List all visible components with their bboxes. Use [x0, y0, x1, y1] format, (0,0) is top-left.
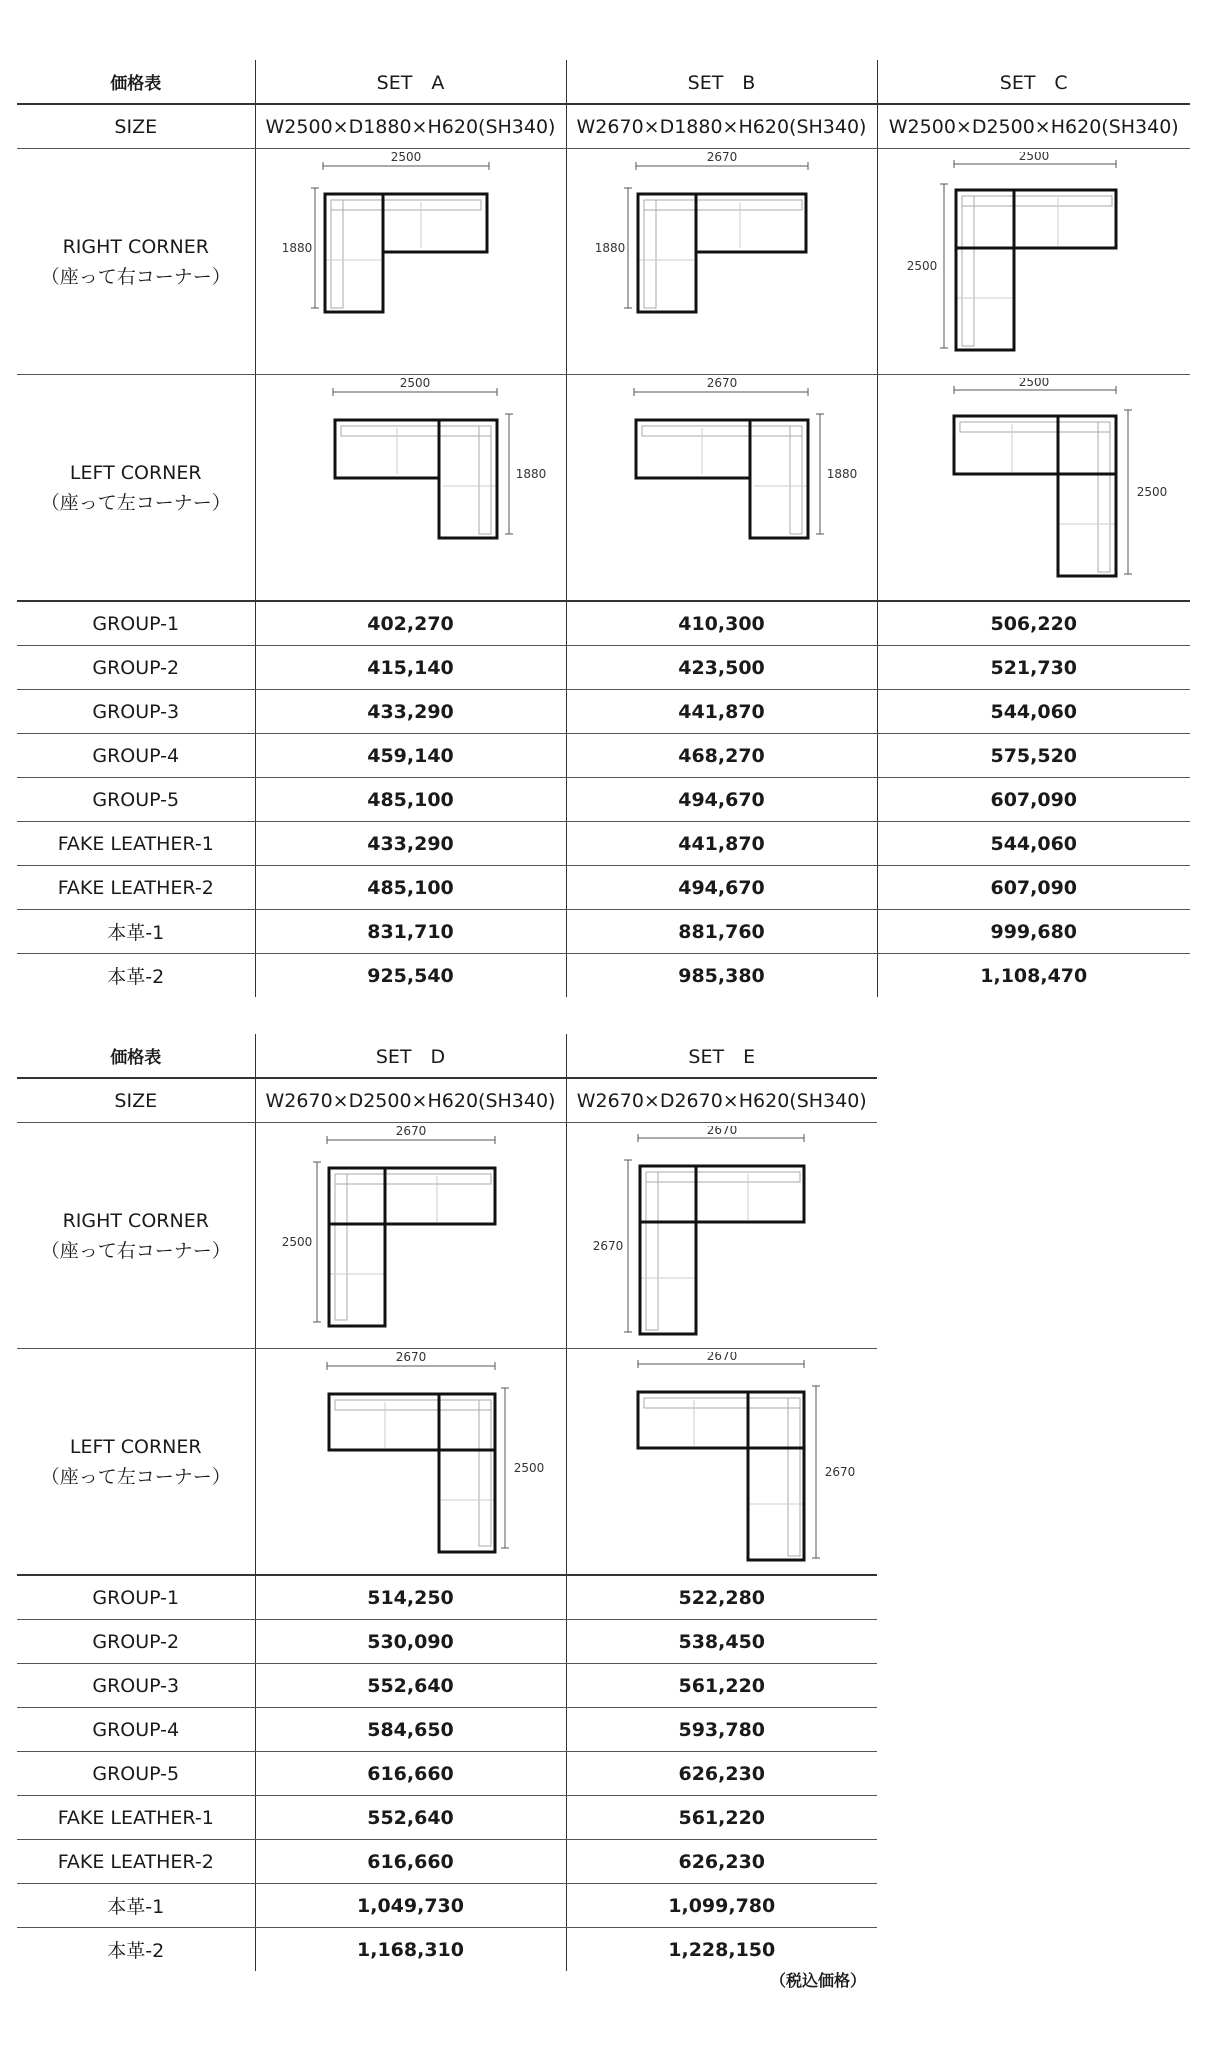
set-b-right-diagram: [566, 149, 877, 375]
price-row: [17, 601, 1190, 646]
price-row: [17, 1840, 877, 1884]
right-corner-label: [17, 149, 255, 375]
price-cell: 925,540: [255, 954, 566, 998]
price-cell: 552,640: [255, 1664, 566, 1708]
price-row-label: GROUP-2: [17, 646, 255, 690]
price-cell: 552,640: [255, 1796, 566, 1840]
set-c-left-diagram: [877, 375, 1190, 602]
right-corner-title: RIGHT CORNER: [62, 1209, 209, 1232]
price-row: [17, 1575, 877, 1620]
left-corner-title: LEFT CORNER: [69, 1435, 202, 1458]
set-d-right-diagram: [255, 1123, 566, 1349]
right-corner-label: [17, 1123, 255, 1349]
set-d-size: W2670×D2500×H620(SH340): [255, 1078, 566, 1123]
price-row-label: GROUP-5: [17, 778, 255, 822]
set-b-header: SET B: [566, 60, 877, 104]
price-row-label: GROUP-1: [17, 601, 255, 646]
price-row: [17, 822, 1190, 866]
price-row-label: 本革-1: [17, 910, 255, 954]
right-corner-subtitle: （座って右コーナー）: [40, 1239, 231, 1262]
price-row-label: FAKE LEATHER-2: [17, 866, 255, 910]
price-cell: 544,060: [877, 822, 1190, 866]
price-row: [17, 734, 1190, 778]
width-dimension: 2500: [399, 377, 430, 390]
size-label: SIZE: [17, 1078, 255, 1123]
set-e-size: W2670×D2670×H620(SH340): [566, 1078, 877, 1123]
price-cell: 459,140: [255, 734, 566, 778]
price-row: [17, 1884, 877, 1928]
price-cell: 468,270: [566, 734, 877, 778]
right-corner-title: RIGHT CORNER: [62, 235, 209, 258]
price-cell: 1,228,150: [566, 1928, 877, 1972]
price-cell: 494,670: [566, 866, 877, 910]
price-cell: 607,090: [877, 866, 1190, 910]
price-row-label: GROUP-3: [17, 690, 255, 734]
price-row: [17, 866, 1190, 910]
depth-dimension: 2500: [513, 1460, 544, 1475]
price-row-label: 本革-2: [107, 1940, 165, 1962]
width-dimension: 2500: [390, 151, 421, 164]
price-cell: 538,450: [566, 1620, 877, 1664]
sofa-left-corner-diagram: [261, 1352, 561, 1572]
sofa-right-corner-diagram: [572, 1126, 872, 1346]
price-cell: 616,660: [255, 1840, 566, 1884]
price-table-header: 価格表: [17, 1034, 255, 1078]
set-c-right-diagram: [877, 149, 1190, 375]
price-row-label: GROUP-3: [17, 1664, 255, 1708]
depth-dimension: 1880: [515, 466, 546, 481]
price-cell: 433,290: [255, 822, 566, 866]
set-a-left-diagram: [255, 375, 566, 602]
width-dimension: 2670: [395, 1125, 426, 1138]
price-table-2: [17, 1034, 877, 1971]
set-c-header: SET C: [877, 60, 1190, 104]
price-cell: 506,220: [877, 601, 1190, 646]
width-dimension: 2670: [706, 1125, 738, 1137]
price-cell: 626,230: [566, 1752, 877, 1796]
sofa-right-corner-diagram: [261, 1126, 561, 1346]
price-row-label: GROUP-4: [17, 1708, 255, 1752]
price-cell: 584,650: [255, 1708, 566, 1752]
set-c-size: W2500×D2500×H620(SH340): [877, 104, 1190, 149]
set-e-right-diagram: [566, 1123, 877, 1349]
price-cell: 831,710: [255, 910, 566, 954]
price-row-label: GROUP-4: [17, 734, 255, 778]
price-cell: 485,100: [255, 778, 566, 822]
price-table-1: [17, 60, 1190, 997]
set-a-right-diagram: [255, 149, 566, 375]
price-cell: 616,660: [255, 1752, 566, 1796]
price-cell: 415,140: [255, 646, 566, 690]
price-row: [17, 910, 1190, 954]
depth-dimension: 1880: [594, 240, 625, 255]
left-corner-label: [17, 375, 255, 602]
price-row-label: GROUP-2: [17, 1620, 255, 1664]
set-a-header: SET A: [255, 60, 566, 104]
price-cell: 402,270: [255, 601, 566, 646]
left-corner-title: LEFT CORNER: [69, 461, 202, 484]
width-dimension: 2500: [1018, 377, 1050, 389]
size-label: SIZE: [17, 104, 255, 149]
set-d-left-diagram: [255, 1349, 566, 1576]
price-cell: 575,520: [877, 734, 1190, 778]
width-dimension: 2670: [706, 377, 737, 390]
price-cell: 433,290: [255, 690, 566, 734]
depth-dimension: 2670: [592, 1238, 624, 1253]
set-e-header: SET E: [566, 1034, 877, 1078]
sofa-left-corner-diagram: [572, 1352, 872, 1572]
price-cell: 485,100: [255, 866, 566, 910]
price-row: [17, 1752, 877, 1796]
width-dimension: 2670: [706, 151, 737, 164]
price-cell: 441,870: [566, 690, 877, 734]
price-row-label: 本革-2: [107, 966, 165, 988]
price-row: [17, 954, 1190, 998]
price-cell: 494,670: [566, 778, 877, 822]
price-row-label: 本革-1: [17, 1884, 255, 1928]
tax-included-note: （税込価格）: [770, 1971, 867, 1990]
price-row-label: GROUP-1: [17, 1575, 255, 1620]
price-cell: 514,250: [255, 1575, 566, 1620]
set-b-size: W2670×D1880×H620(SH340): [566, 104, 877, 149]
price-cell: 999,680: [877, 910, 1190, 954]
depth-dimension: 1880: [281, 240, 312, 255]
price-row: [17, 690, 1190, 734]
price-row-label: FAKE LEATHER-2: [17, 1840, 255, 1884]
price-cell: 521,730: [877, 646, 1190, 690]
sofa-left-corner-diagram: [261, 378, 561, 598]
price-row: [17, 646, 1190, 690]
price-cell: 441,870: [566, 822, 877, 866]
price-cell: 1,108,470: [877, 954, 1190, 998]
price-cell: 544,060: [877, 690, 1190, 734]
depth-dimension: 1880: [826, 466, 857, 481]
left-corner-subtitle: （座って左コーナー）: [40, 491, 231, 514]
price-cell: 410,300: [566, 601, 877, 646]
left-corner-subtitle: （座って左コーナー）: [40, 1465, 231, 1488]
price-row-label: FAKE LEATHER-1: [17, 822, 255, 866]
price-cell: 607,090: [877, 778, 1190, 822]
price-row: [17, 1708, 877, 1752]
depth-dimension: 2500: [906, 258, 938, 273]
width-dimension: 2670: [395, 1351, 426, 1364]
price-cell: 522,280: [566, 1575, 877, 1620]
sofa-left-corner-diagram: [572, 378, 872, 598]
set-e-left-diagram: [566, 1349, 877, 1576]
left-corner-label: [17, 1349, 255, 1576]
set-d-header: SET D: [255, 1034, 566, 1078]
price-row: [17, 1928, 877, 1972]
depth-dimension: 2670: [824, 1464, 856, 1479]
price-row: [17, 1620, 877, 1664]
price-row-label: GROUP-5: [17, 1752, 255, 1796]
price-cell: 530,090: [255, 1620, 566, 1664]
price-cell: 423,500: [566, 646, 877, 690]
price-row: [17, 1796, 877, 1840]
price-cell: 593,780: [566, 1708, 877, 1752]
price-cell: 1,049,730: [255, 1884, 566, 1928]
right-corner-subtitle: （座って右コーナー）: [40, 265, 231, 288]
sofa-left-corner-diagram: [884, 378, 1184, 598]
price-row: [17, 778, 1190, 822]
depth-dimension: 2500: [1136, 484, 1168, 499]
width-dimension: 2500: [1018, 151, 1050, 163]
set-a-size: W2500×D1880×H620(SH340): [255, 104, 566, 149]
set-b-left-diagram: [566, 375, 877, 602]
width-dimension: 2670: [706, 1351, 738, 1363]
price-cell: 1,168,310: [255, 1928, 566, 1972]
price-row: [17, 1664, 877, 1708]
price-cell: 626,230: [566, 1840, 877, 1884]
price-cell: 985,380: [566, 954, 877, 998]
price-cell: 561,220: [566, 1664, 877, 1708]
price-cell: 1,099,780: [566, 1884, 877, 1928]
price-cell: 881,760: [566, 910, 877, 954]
sofa-right-corner-diagram: [261, 152, 561, 372]
price-table-header: 価格表: [17, 60, 255, 104]
price-row-label: FAKE LEATHER-1: [17, 1796, 255, 1840]
sofa-right-corner-diagram: [884, 152, 1184, 372]
depth-dimension: 2500: [281, 1234, 312, 1249]
sofa-right-corner-diagram: [572, 152, 872, 372]
price-cell: 561,220: [566, 1796, 877, 1840]
